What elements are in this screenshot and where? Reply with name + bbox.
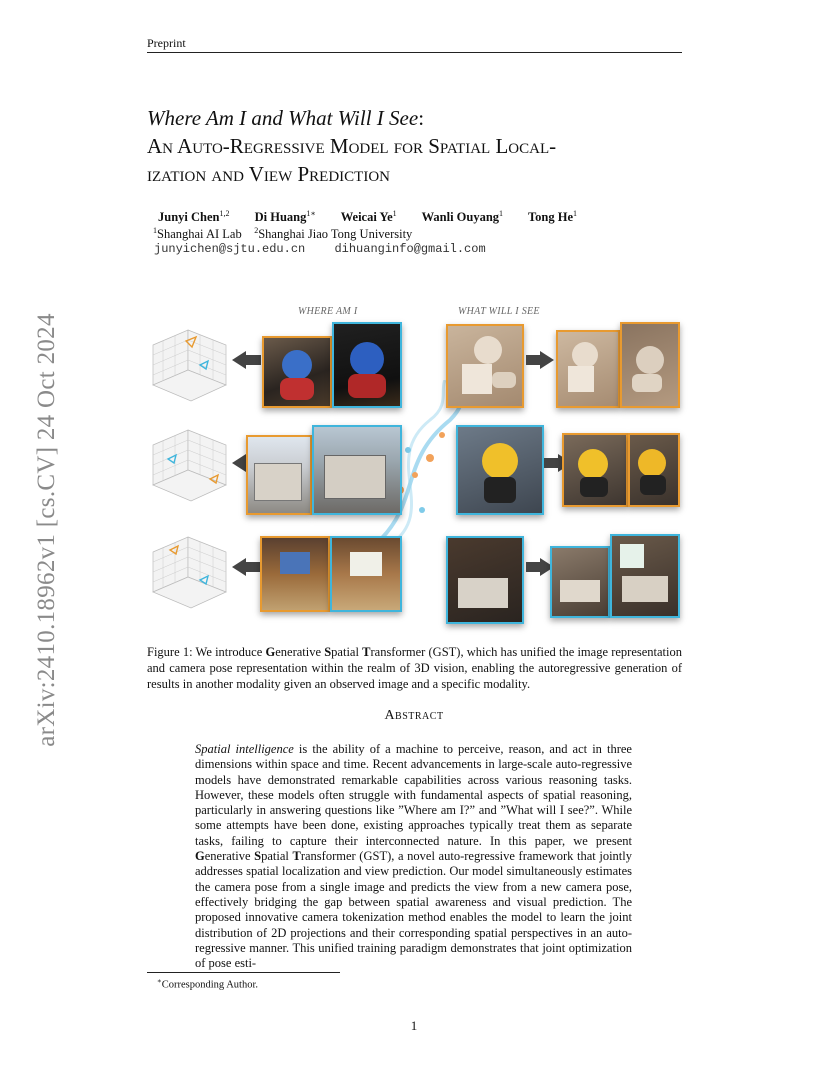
footnote: ∗Corresponding Author. bbox=[157, 977, 259, 991]
image-room-view-2 bbox=[330, 536, 402, 612]
figure-caption: Figure 1: We introduce Generative Spatial Transformer (GST), which has unified the image representation and camera pose representation within the realm of 3D vision, enabling the autoregressive generation of results in another modality given an observed image and a specific modality. bbox=[147, 645, 682, 691]
arrow-left-icon bbox=[232, 454, 246, 472]
author: Di Huang$^{1∗}$ bbox=[254, 209, 316, 225]
page-number: 1 bbox=[410, 1018, 418, 1033]
title-line-2: An Auto-Regressive Model for Spatial Local- bbox=[147, 134, 557, 158]
author: Weicai Ye$^1$ bbox=[340, 209, 397, 225]
image-house-view-1 bbox=[246, 435, 312, 515]
camera-pose-plot-1 bbox=[148, 325, 230, 403]
author: Junyi Chen$^{1,2}$ bbox=[158, 209, 230, 225]
author: Tong He$^1$ bbox=[527, 209, 577, 225]
arrow-shaft bbox=[245, 355, 261, 365]
footnote-rule bbox=[147, 972, 340, 973]
label-what-will-i-see: WHAT WILL I SEE bbox=[458, 306, 540, 317]
image-toy-novel-view-1 bbox=[562, 433, 628, 507]
email-link[interactable]: dihuanginfo@gmail.com bbox=[334, 242, 486, 256]
image-office-novel-view-2 bbox=[610, 534, 680, 618]
abstract-heading: Abstract bbox=[384, 708, 444, 723]
image-office-novel-view-1 bbox=[550, 546, 610, 618]
emails bbox=[154, 242, 508, 256]
header-rule bbox=[147, 52, 682, 53]
affiliations: $^1$Shanghai AI Lab $^2$Shanghai Jiao Tong University bbox=[153, 226, 413, 242]
abstract-body: Spatial intelligence is the ability of a machine to perceive, reason, and act in three dimensions within space and time. Recent advancements in large-scale auto-regressive models have demonstrated remarkable capabilities across various reasoning tasks. However, these models often struggle with fundamental aspects of spatial reasoning, particularly in answering questions like ”Where am I?” and ”What will I see?”. While some attempts have been done, existing approaches typically treat them as separate tasks, failing to capture their interconnected nature. In this paper, we present Generative Spatial Transformer (GST), a novel auto-regressive framework that jointly addresses spatial localization and view prediction. Our model simultaneously estimates the camera pose from a single image and predicts the view from a new camera pose, effectively bridging the gap between spatial awareness and visual prediction. The proposed innovative camera tokenization method enables the model to learn the joint distribution of 2D projections and their corresponding spatial perspectives in an auto-regressive manner. This unified training paradigm demonstrates that joint optimization of pose esti- bbox=[195, 742, 632, 971]
author-list bbox=[158, 209, 599, 225]
affiliation: Shanghai Jiao Tong University bbox=[258, 227, 413, 242]
arrow-left-icon bbox=[232, 351, 246, 369]
image-shapes-input bbox=[446, 324, 524, 408]
arxiv-identifier: arXiv:2410.18962v1 [cs.CV] 24 Oct 2024 bbox=[33, 313, 60, 747]
arrow-left-icon bbox=[232, 558, 246, 576]
camera-pose-plot-2 bbox=[148, 425, 230, 503]
author: Wanli Ouyang$^1$ bbox=[421, 209, 504, 225]
image-room-view-1 bbox=[260, 536, 330, 612]
paper-title bbox=[147, 104, 692, 188]
image-house-view-2 bbox=[312, 425, 402, 515]
image-smurf-view-2 bbox=[332, 322, 402, 408]
arrow-right-icon bbox=[540, 351, 554, 369]
title-line-3: ization and View Prediction bbox=[147, 162, 391, 186]
image-smurf-view-1 bbox=[262, 336, 332, 408]
title-line-1: Where Am I and What Will I See bbox=[147, 106, 419, 130]
email-link[interactable]: junyichen@sjtu.edu.cn bbox=[154, 242, 306, 256]
label-where-am-i: WHERE AM I bbox=[298, 306, 358, 317]
affiliation: Shanghai AI Lab bbox=[157, 227, 242, 242]
image-office-input bbox=[446, 536, 524, 624]
title-colon: : bbox=[418, 106, 425, 130]
camera-pose-plot-3 bbox=[148, 532, 230, 610]
figure-1 bbox=[140, 300, 680, 630]
image-shapes-novel-view-2 bbox=[620, 322, 680, 408]
image-toy-novel-view-2 bbox=[628, 433, 680, 507]
image-shapes-novel-view-1 bbox=[556, 330, 620, 408]
arrow-shaft bbox=[245, 562, 261, 572]
header-label: Preprint bbox=[147, 36, 186, 50]
image-toy-input bbox=[456, 425, 544, 515]
